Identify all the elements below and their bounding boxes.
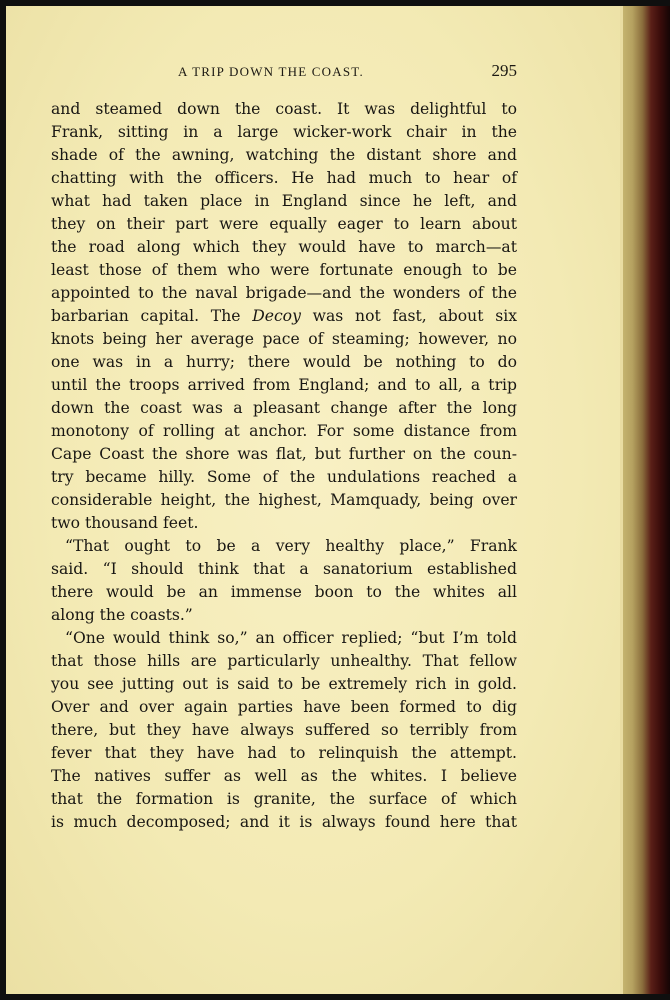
- body-text: [51, 98, 517, 834]
- text-line: two thousand feet.: [51, 514, 199, 532]
- text-line: they on their part were equally eager to learn about: [51, 215, 517, 233]
- text-line: you see jutting out is said to be extremely rich in gold.: [51, 675, 517, 693]
- text-line: knots being her average pace of steaming; however, no: [51, 330, 517, 348]
- text-line: the road along which they would have to march—at: [51, 238, 517, 256]
- text-line: that the formation is granite, the surface of which: [51, 790, 517, 808]
- text-line: The natives suffer as well as the whites. I believe: [51, 767, 517, 785]
- text-line: that those hills are particularly unhealthy. That fellow: [51, 652, 517, 670]
- text-line: there would be an immense boon to the whites all: [51, 583, 517, 601]
- text-line: considerable height, the highest, Mamquady, being over: [51, 491, 517, 509]
- text-line: Frank, sitting in a large wicker-work chair in the: [51, 123, 517, 141]
- text-line: Over and over again parties have been formed to dig: [51, 698, 517, 716]
- text-line: “That ought to be a very healthy place,” Frank: [65, 537, 517, 555]
- text-line: appointed to the naval brigade—and the wonders of the: [51, 284, 517, 302]
- text-line: Cape Coast the shore was flat, but further on the coun-: [51, 445, 517, 463]
- text-line: least those of them who were fortunate enough to be: [51, 261, 517, 279]
- ship-name-italic: Decoy: [252, 307, 301, 325]
- page-number: 295: [491, 61, 517, 80]
- text-segment: barbarian capital. The: [51, 307, 253, 325]
- text-line: [51, 305, 517, 328]
- page-edge-highlight: [620, 6, 623, 994]
- text-line: “One would think so,” an officer replied; “but I’m told: [65, 629, 517, 647]
- page-header: [52, 62, 517, 84]
- text-line: chatting with the officers. He had much to hear of: [51, 169, 517, 187]
- text-line: down the coast was a pleasant change after the long: [51, 399, 517, 417]
- text-line: monotony of rolling at anchor. For some distance from: [51, 422, 517, 440]
- text-line: and steamed down the coast. It was delightful to: [51, 100, 517, 118]
- text-line: along the coasts.”: [51, 606, 193, 624]
- text-line: fever that they have had to relinquish the attempt.: [51, 744, 517, 762]
- book-edge: [620, 6, 670, 994]
- text-line: shade of the awning, watching the distant shore and: [51, 146, 517, 164]
- text-line: until the troops arrived from England; and to all, a trip: [51, 376, 517, 394]
- text-line: is much decomposed; and it is always found here that: [51, 813, 517, 831]
- text-line: one was in a hurry; there would be nothing to do: [51, 353, 517, 371]
- text-line: said. “I should think that a sanatorium established: [51, 560, 517, 578]
- text-line: try became hilly. Some of the undulations reached a: [51, 468, 517, 486]
- text-line: what had taken place in England since he left, and: [51, 192, 517, 210]
- text-line: there, but they have always suffered so terribly from: [51, 721, 517, 739]
- text-segment: was not fast, about six: [300, 307, 518, 325]
- running-head: A TRIP DOWN THE COAST.: [178, 64, 364, 79]
